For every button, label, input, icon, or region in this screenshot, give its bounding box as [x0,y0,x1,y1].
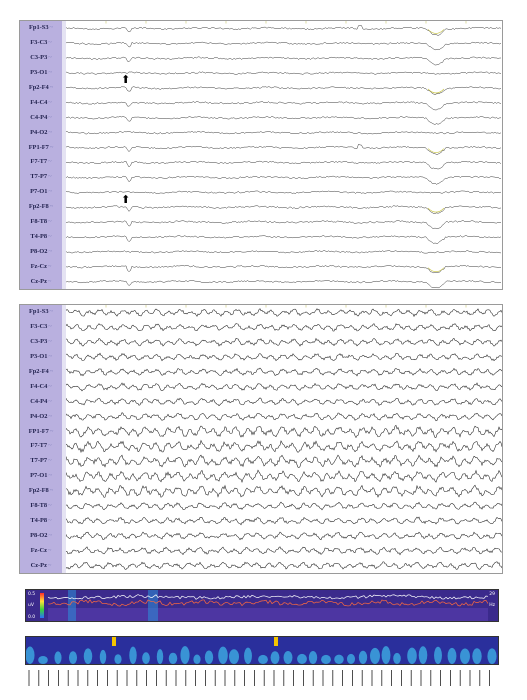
channel-label [20,84,62,92]
trend-line-upper [48,595,488,600]
trend-strip [25,589,499,622]
channel-name: P3-O1 [30,69,48,77]
channel-label [20,263,62,271]
spectral-burst [487,648,496,664]
channel-label [20,383,62,391]
channel-name: FP1-F7 [28,427,49,435]
channel-label [20,398,62,406]
eeg-trace-c3-p3 [66,338,502,346]
channel-name: C4-P4 [30,113,48,121]
channel-name: F3-C3 [30,323,48,331]
eeg-trace-p7-o1 [66,191,501,194]
channel-scale-mark: ~ [49,487,54,495]
channel-name: C4-P4 [30,397,48,405]
channel-name: F4-C4 [30,98,48,106]
eeg-trace-f7-t7 [66,441,502,453]
spectrogram-strip [25,636,499,665]
eeg-trace-p8-o2 [66,532,502,540]
spectral-burst [297,654,307,664]
channel-label [20,54,62,62]
channel-label [20,129,62,137]
channel-scale-mark: ~ [48,323,52,331]
channel-scale-mark: ~ [48,472,52,480]
spectral-burst [460,648,470,664]
channel-scale-mark: ~ [48,442,52,450]
channel-label [20,547,62,555]
channel-name: P4-O2 [30,412,48,420]
eeg-trace-fp2-f4 [66,87,501,95]
channel-scale-mark: ~ [47,277,52,285]
eeg-trace-fp1-f7 [66,425,502,437]
channel-scale-mark: ~ [49,308,53,316]
spectral-burst [334,655,344,664]
spectral-burst [309,651,317,664]
channel-label [20,368,62,376]
spectral-burst [244,648,252,664]
channel-name: C3-P3 [30,54,48,62]
channel-name: F8-T8 [30,218,48,225]
channel-scale-mark: ~ [47,561,52,569]
channel-scale-mark: ~ [48,412,52,420]
channel-label [20,203,62,211]
eeg-trace-f3-c3 [66,42,501,50]
channel-label [20,278,62,286]
channel-label-column-bottom [20,305,63,573]
channel-scale-mark: ~ [48,128,52,136]
channel-scale-mark: ~ [48,502,52,509]
arrow-up-icon: ⬆ [121,73,131,86]
eeg-trace-fp1-s3 [66,309,502,317]
channel-label [20,69,62,77]
channel-label [20,442,62,450]
channel-name: C3-P3 [30,338,48,346]
trend-plot [48,590,488,621]
channel-label [20,562,62,570]
trend-band [48,608,488,621]
spectral-burst [157,649,163,664]
channel-name: P7-O1 [30,472,48,480]
channel-label [20,144,62,152]
eeg-trace-f4-c4 [66,102,501,110]
scale-top-label: 0.5 [28,592,36,597]
time-tick-marks [25,670,499,688]
channel-scale-mark: ~ [48,173,52,181]
channel-scale-mark: ~ [48,516,52,524]
eeg-trace-t4-p8 [66,517,502,525]
spectral-burst [129,647,136,664]
color-scale-bar [40,593,44,618]
channel-name: Cz-Pz [30,277,47,285]
channel-name: F7-T7 [30,442,48,450]
channel-scale-mark: ~ [48,113,52,121]
eeg-trace-fp2-f8 [66,485,502,497]
spectral-burst [38,656,48,664]
channel-name: Cz-Pz [30,561,47,569]
arrow-up-icon: ⬆ [121,193,131,206]
eeg-trace-cz-pz [66,280,501,288]
channel-name: Fp1-S3 [29,24,49,32]
channel-scale-mark: ~ [49,203,54,211]
channel-label [20,457,62,465]
channel-label [20,502,62,510]
channel-scale-mark: ~ [49,24,53,32]
spectral-burst [205,651,213,664]
spectral-burst [434,647,442,664]
spectral-burst [448,648,457,664]
scale-bottom-label: 0.0 [28,615,36,620]
channel-scale-mark: ~ [48,98,52,106]
channel-label [20,218,62,226]
spectral-burst [229,649,239,664]
eeg-trace-fp1-s3 [66,25,501,35]
eeg-trace-t7-p7 [66,455,502,467]
spectral-burst [169,653,178,664]
eeg-trace-f8-t8 [66,221,501,229]
spectral-burst [180,646,189,664]
channel-scale-mark: ~ [48,353,52,361]
channel-label [20,428,62,436]
channel-scale-mark: ~ [47,546,52,554]
channel-scale-mark: ~ [49,368,54,375]
channel-scale-mark: ~ [48,54,52,62]
channel-name: T7-P7 [30,457,48,465]
spectral-burst [359,651,367,664]
channel-name: Fp2-F4 [28,368,49,375]
channel-label [20,233,62,241]
channel-label [20,353,62,361]
eeg-trace-p3-o1 [66,353,502,361]
spectral-burst [472,648,481,664]
eeg-trace-p4-o2 [66,131,501,134]
channel-scale-mark: ~ [48,397,52,405]
channel-name: F3-C3 [30,39,48,47]
channel-label [20,487,62,495]
channel-name: T4-P8 [30,516,48,524]
eeg-traces-bottom [66,305,502,573]
eeg-trace-f3-c3 [66,324,502,331]
channel-name: Fp2-F4 [28,84,49,91]
eeg-trace-fp2-f4 [66,368,502,376]
channel-name: F7-T7 [30,158,48,166]
spectral-burst [218,647,228,664]
spectral-burst [69,651,77,664]
channel-name: T4-P8 [30,232,48,240]
channel-scale-mark: ~ [48,457,52,465]
channel-label [20,39,62,47]
spectral-burst [370,648,380,664]
channel-name: Fp1-S3 [29,308,49,316]
spectral-burst [142,652,150,664]
eeg-traces-top [66,21,502,289]
spectral-burst [26,646,35,664]
spectral-burst [114,654,121,664]
channel-label [20,413,62,421]
spectral-burst [84,648,92,664]
right-unit-label: Hz [489,603,495,608]
channel-label [20,99,62,107]
spectral-burst [407,648,417,664]
channel-label [20,517,62,525]
channel-name: P8-O2 [30,247,48,255]
spectral-burst [284,651,293,664]
channel-label [20,173,62,181]
channel-scale-mark: ~ [48,39,52,47]
artifact-band [148,590,158,621]
spectral-burst [347,654,355,664]
channel-label [20,24,62,32]
spectral-burst [100,650,106,664]
eeg-trace-f4-c4 [66,383,502,391]
eeg-trace-t4-p8 [66,236,501,244]
eeg-trace-c4-p4 [66,398,502,406]
channel-name: Fz-Cz [30,262,47,270]
channel-label [20,532,62,540]
spectral-burst [54,651,61,664]
channel-scale-mark: ~ [48,218,52,225]
trend-line-main [48,600,488,606]
channel-name: F4-C4 [30,382,48,390]
eeg-panel-bottom [19,304,503,574]
spectral-burst [393,653,401,664]
eeg-trace-fp1-f7 [66,144,501,155]
channel-label [20,323,62,331]
channel-scale-mark: ~ [49,427,54,435]
eeg-trace-cz-pz [66,562,502,570]
channel-name: Fp2-F8 [28,487,49,495]
channel-label [20,472,62,480]
artifact-band [68,590,76,621]
channel-scale-mark: ~ [48,232,52,240]
spectral-burst [271,651,280,664]
spectral-burst [258,655,268,664]
channel-scale-mark: ~ [48,382,52,390]
trace-highlight [428,268,444,272]
hot-spot [112,637,116,646]
scale-unit-label: uV [28,603,34,608]
channel-name: T7-P7 [30,173,48,181]
spectrogram-plot [26,637,498,664]
channel-name: P8-O2 [30,531,48,539]
eeg-trace-c4-p4 [66,116,501,124]
channel-name: P4-O2 [30,128,48,136]
channel-label-column-top [20,21,63,289]
channel-scale-mark: ~ [48,531,52,539]
eeg-trace-fz-cz [66,547,502,555]
channel-scale-mark: ~ [48,188,52,196]
spectral-burst [382,646,391,664]
channel-scale-mark: ~ [49,84,54,91]
hot-spot [274,637,278,646]
channel-scale-mark: ~ [48,158,52,166]
eeg-trace-p4-o2 [66,413,502,421]
eeg-panel-top [19,20,503,290]
channel-label [20,188,62,196]
spectral-burst [419,646,428,664]
eeg-trace-p8-o2 [66,250,501,253]
channel-name: FP1-F7 [28,143,49,151]
channel-name: Fp2-F8 [28,203,49,211]
right-top-label: 29 [489,592,495,597]
channel-name: P7-O1 [30,188,48,196]
channel-name: Fz-Cz [30,546,47,554]
spectral-burst [193,655,200,664]
eeg-trace-p7-o1 [66,470,502,482]
channel-name: F8-T8 [30,502,48,509]
channel-scale-mark: ~ [48,69,52,77]
eeg-trace-f7-t7 [66,161,501,169]
channel-label [20,248,62,256]
channel-label [20,158,62,166]
channel-name: P3-O1 [30,353,48,361]
spectral-burst [321,655,331,664]
eeg-trace-c3-p3 [66,57,501,65]
channel-label [20,308,62,316]
eeg-trace-p3-o1 [66,72,501,75]
channel-label [20,114,62,122]
channel-scale-mark: ~ [49,143,54,151]
channel-scale-mark: ~ [48,247,52,255]
eeg-trace-t7-p7 [66,176,501,184]
channel-scale-mark: ~ [48,338,52,346]
eeg-trace-f8-t8 [66,502,502,510]
channel-scale-mark: ~ [47,262,52,270]
channel-label [20,338,62,346]
